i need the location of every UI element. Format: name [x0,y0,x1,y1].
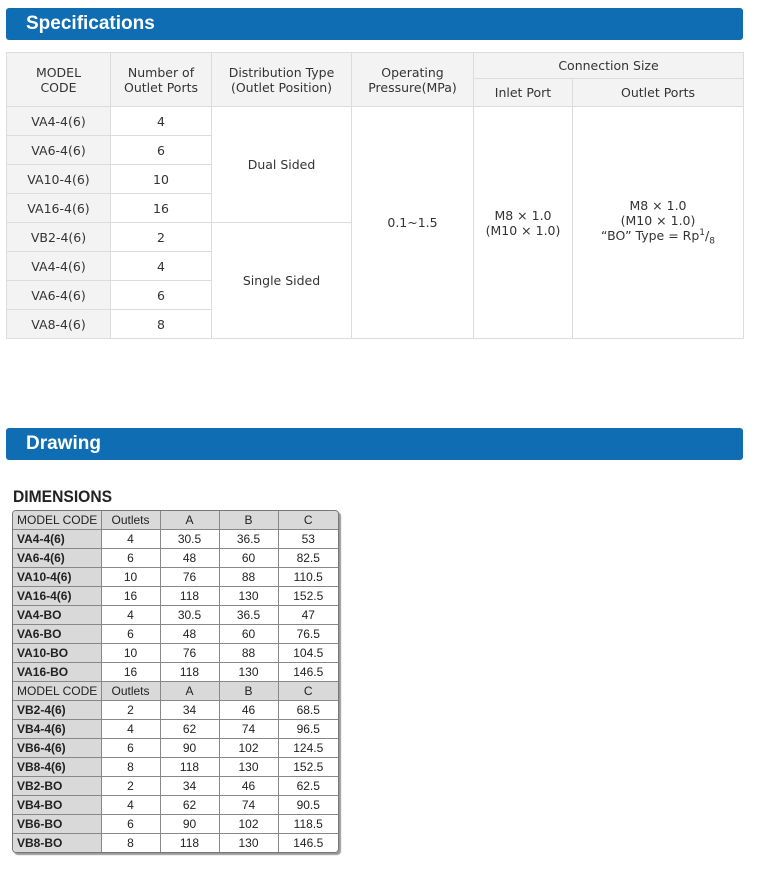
dim-c: 152.5 [278,587,338,606]
dim-c: 47 [278,606,338,625]
dim-a: 34 [160,701,219,720]
spec-distribution-single: Single Sided [212,223,352,339]
dim-c: 124.5 [278,739,338,758]
dim-c: 62.5 [278,777,338,796]
dim-b: 130 [219,663,278,682]
dimensions-header-cell: B [219,682,278,701]
dim-c: 76.5 [278,625,338,644]
spec-outlet-count: 2 [111,223,212,252]
dim-b: 74 [219,796,278,815]
dimensions-row [13,796,338,815]
dim-a: 30.5 [160,530,219,549]
spec-outlet-count: 6 [111,281,212,310]
dim-c: 146.5 [278,663,338,682]
dim-b: 36.5 [219,530,278,549]
dim-outlets: 6 [101,739,160,758]
dim-model-code: VA6-4(6) [13,549,101,568]
header-model-code: MODEL CODE [7,53,111,107]
dim-c: 96.5 [278,720,338,739]
spec-model-code: VA8-4(6) [7,310,111,339]
dimensions-row [13,530,338,549]
dim-outlets: 6 [101,549,160,568]
dim-model-code: VB6-BO [13,815,101,834]
dim-a: 118 [160,834,219,853]
dim-b: 60 [219,625,278,644]
dim-model-code: VA10-BO [13,644,101,663]
drawing-heading: Drawing [6,428,743,460]
spec-distribution-dual: Dual Sided [212,107,352,223]
dim-b: 46 [219,777,278,796]
dim-outlets: 16 [101,663,160,682]
dim-b: 46 [219,701,278,720]
header-outlet-ports: Number of Outlet Ports [111,53,212,107]
spec-outlet-count: 4 [111,252,212,281]
spec-outlet-count: 4 [111,107,212,136]
dim-model-code: VB2-4(6) [13,701,101,720]
dim-outlets: 2 [101,777,160,796]
dim-b: 130 [219,834,278,853]
dimensions-header-cell: C [278,511,338,530]
spec-model-code: VA6-4(6) [7,281,111,310]
spec-model-code: VA16-4(6) [7,194,111,223]
spec-model-code: VA4-4(6) [7,252,111,281]
dim-b: 102 [219,815,278,834]
dim-model-code: VA10-4(6) [13,568,101,587]
header-inlet-port: Inlet Port [474,79,573,107]
dim-c: 146.5 [278,834,338,853]
dim-c: 90.5 [278,796,338,815]
dim-a: 62 [160,796,219,815]
dim-a: 34 [160,777,219,796]
dimensions-header-cell: C [278,682,338,701]
dimensions-row [13,815,338,834]
spec-outlet-count: 10 [111,165,212,194]
dim-b: 60 [219,549,278,568]
dim-outlets: 2 [101,701,160,720]
dim-c: 53 [278,530,338,549]
dim-outlets: 10 [101,644,160,663]
dim-b: 36.5 [219,606,278,625]
dimensions-row [13,568,338,587]
spec-inlet-size: M8 × 1.0 (M10 × 1.0) [474,107,573,339]
dim-model-code: VB6-4(6) [13,739,101,758]
spec-model-code: VA10-4(6) [7,165,111,194]
dim-model-code: VA6-BO [13,625,101,644]
dimensions-header-cell: A [160,682,219,701]
dim-b: 88 [219,568,278,587]
dim-outlets: 16 [101,587,160,606]
dim-b: 88 [219,644,278,663]
dim-outlets: 6 [101,815,160,834]
specifications-table [6,52,744,339]
dimensions-row [13,606,338,625]
dimensions-row [13,663,338,682]
dim-c: 118.5 [278,815,338,834]
dim-c: 152.5 [278,758,338,777]
dimensions-header-cell: Outlets [101,682,160,701]
dim-b: 130 [219,587,278,606]
dimensions-table-frame [12,510,339,853]
dimensions-row [13,758,338,777]
dimensions-row [13,720,338,739]
header-outlet-ports-size: Outlet Ports [573,79,744,107]
dimensions-row [13,834,338,853]
dim-outlets: 6 [101,625,160,644]
dim-model-code: VA16-BO [13,663,101,682]
dimensions-title: DIMENSIONS [13,487,113,506]
spec-outlet-size: M8 × 1.0 (M10 × 1.0) “BO” Type = $Rp^1/_8$ [573,107,744,339]
spec-outlet-count: 6 [111,136,212,165]
dim-a: 76 [160,644,219,663]
dim-model-code: VB2-BO [13,777,101,796]
dim-outlets: 10 [101,568,160,587]
dimensions-row [13,644,338,663]
dim-a: 76 [160,568,219,587]
dim-outlets: 8 [101,834,160,853]
dim-c: 104.5 [278,644,338,663]
dim-a: 30.5 [160,606,219,625]
dim-model-code: VB8-BO [13,834,101,853]
dim-outlets: 4 [101,720,160,739]
dimensions-header-row [13,682,338,701]
dim-c: 110.5 [278,568,338,587]
dim-outlets: 4 [101,530,160,549]
dimensions-header-cell: MODEL CODE [13,682,101,701]
dim-a: 90 [160,739,219,758]
spec-pressure: 0.1~1.5 [352,107,474,339]
dim-outlets: 8 [101,758,160,777]
dim-b: 74 [219,720,278,739]
dim-a: 118 [160,758,219,777]
dim-b: 102 [219,739,278,758]
spec-model-code: VA6-4(6) [7,136,111,165]
dim-a: 118 [160,663,219,682]
dim-a: 48 [160,625,219,644]
spec-model-code: VA4-4(6) [7,107,111,136]
dim-model-code: VA4-4(6) [13,530,101,549]
specifications-heading: Specifications [6,8,743,40]
dimensions-row [13,625,338,644]
spec-outlet-count: 16 [111,194,212,223]
dim-a: 62 [160,720,219,739]
dim-model-code: VB4-BO [13,796,101,815]
dimensions-row [13,701,338,720]
dimensions-row [13,777,338,796]
dim-model-code: VA16-4(6) [13,587,101,606]
dim-c: 82.5 [278,549,338,568]
dim-c: 68.5 [278,701,338,720]
dimensions-header-cell: Outlets [101,511,160,530]
dimensions-header-cell: B [219,511,278,530]
dim-b: 130 [219,758,278,777]
dim-model-code: VB8-4(6) [13,758,101,777]
dimensions-row [13,549,338,568]
dimensions-header-row [13,511,338,530]
dimensions-header-cell: A [160,511,219,530]
dimensions-header-cell: MODEL CODE [13,511,101,530]
dimensions-row [13,739,338,758]
dim-a: 48 [160,549,219,568]
header-distribution-type: Distribution Type (Outlet Position) [212,53,352,107]
dim-outlets: 4 [101,606,160,625]
dimensions-table [13,511,338,852]
dim-outlets: 4 [101,796,160,815]
header-operating-pressure: Operating Pressure(MPa) [352,53,474,107]
dim-model-code: VA4-BO [13,606,101,625]
dimensions-row [13,587,338,606]
dim-a: 118 [160,587,219,606]
dim-a: 90 [160,815,219,834]
header-connection-size: Connection Size [474,53,744,79]
spec-model-code: VB2-4(6) [7,223,111,252]
dim-model-code: VB4-4(6) [13,720,101,739]
spec-outlet-count: 8 [111,310,212,339]
